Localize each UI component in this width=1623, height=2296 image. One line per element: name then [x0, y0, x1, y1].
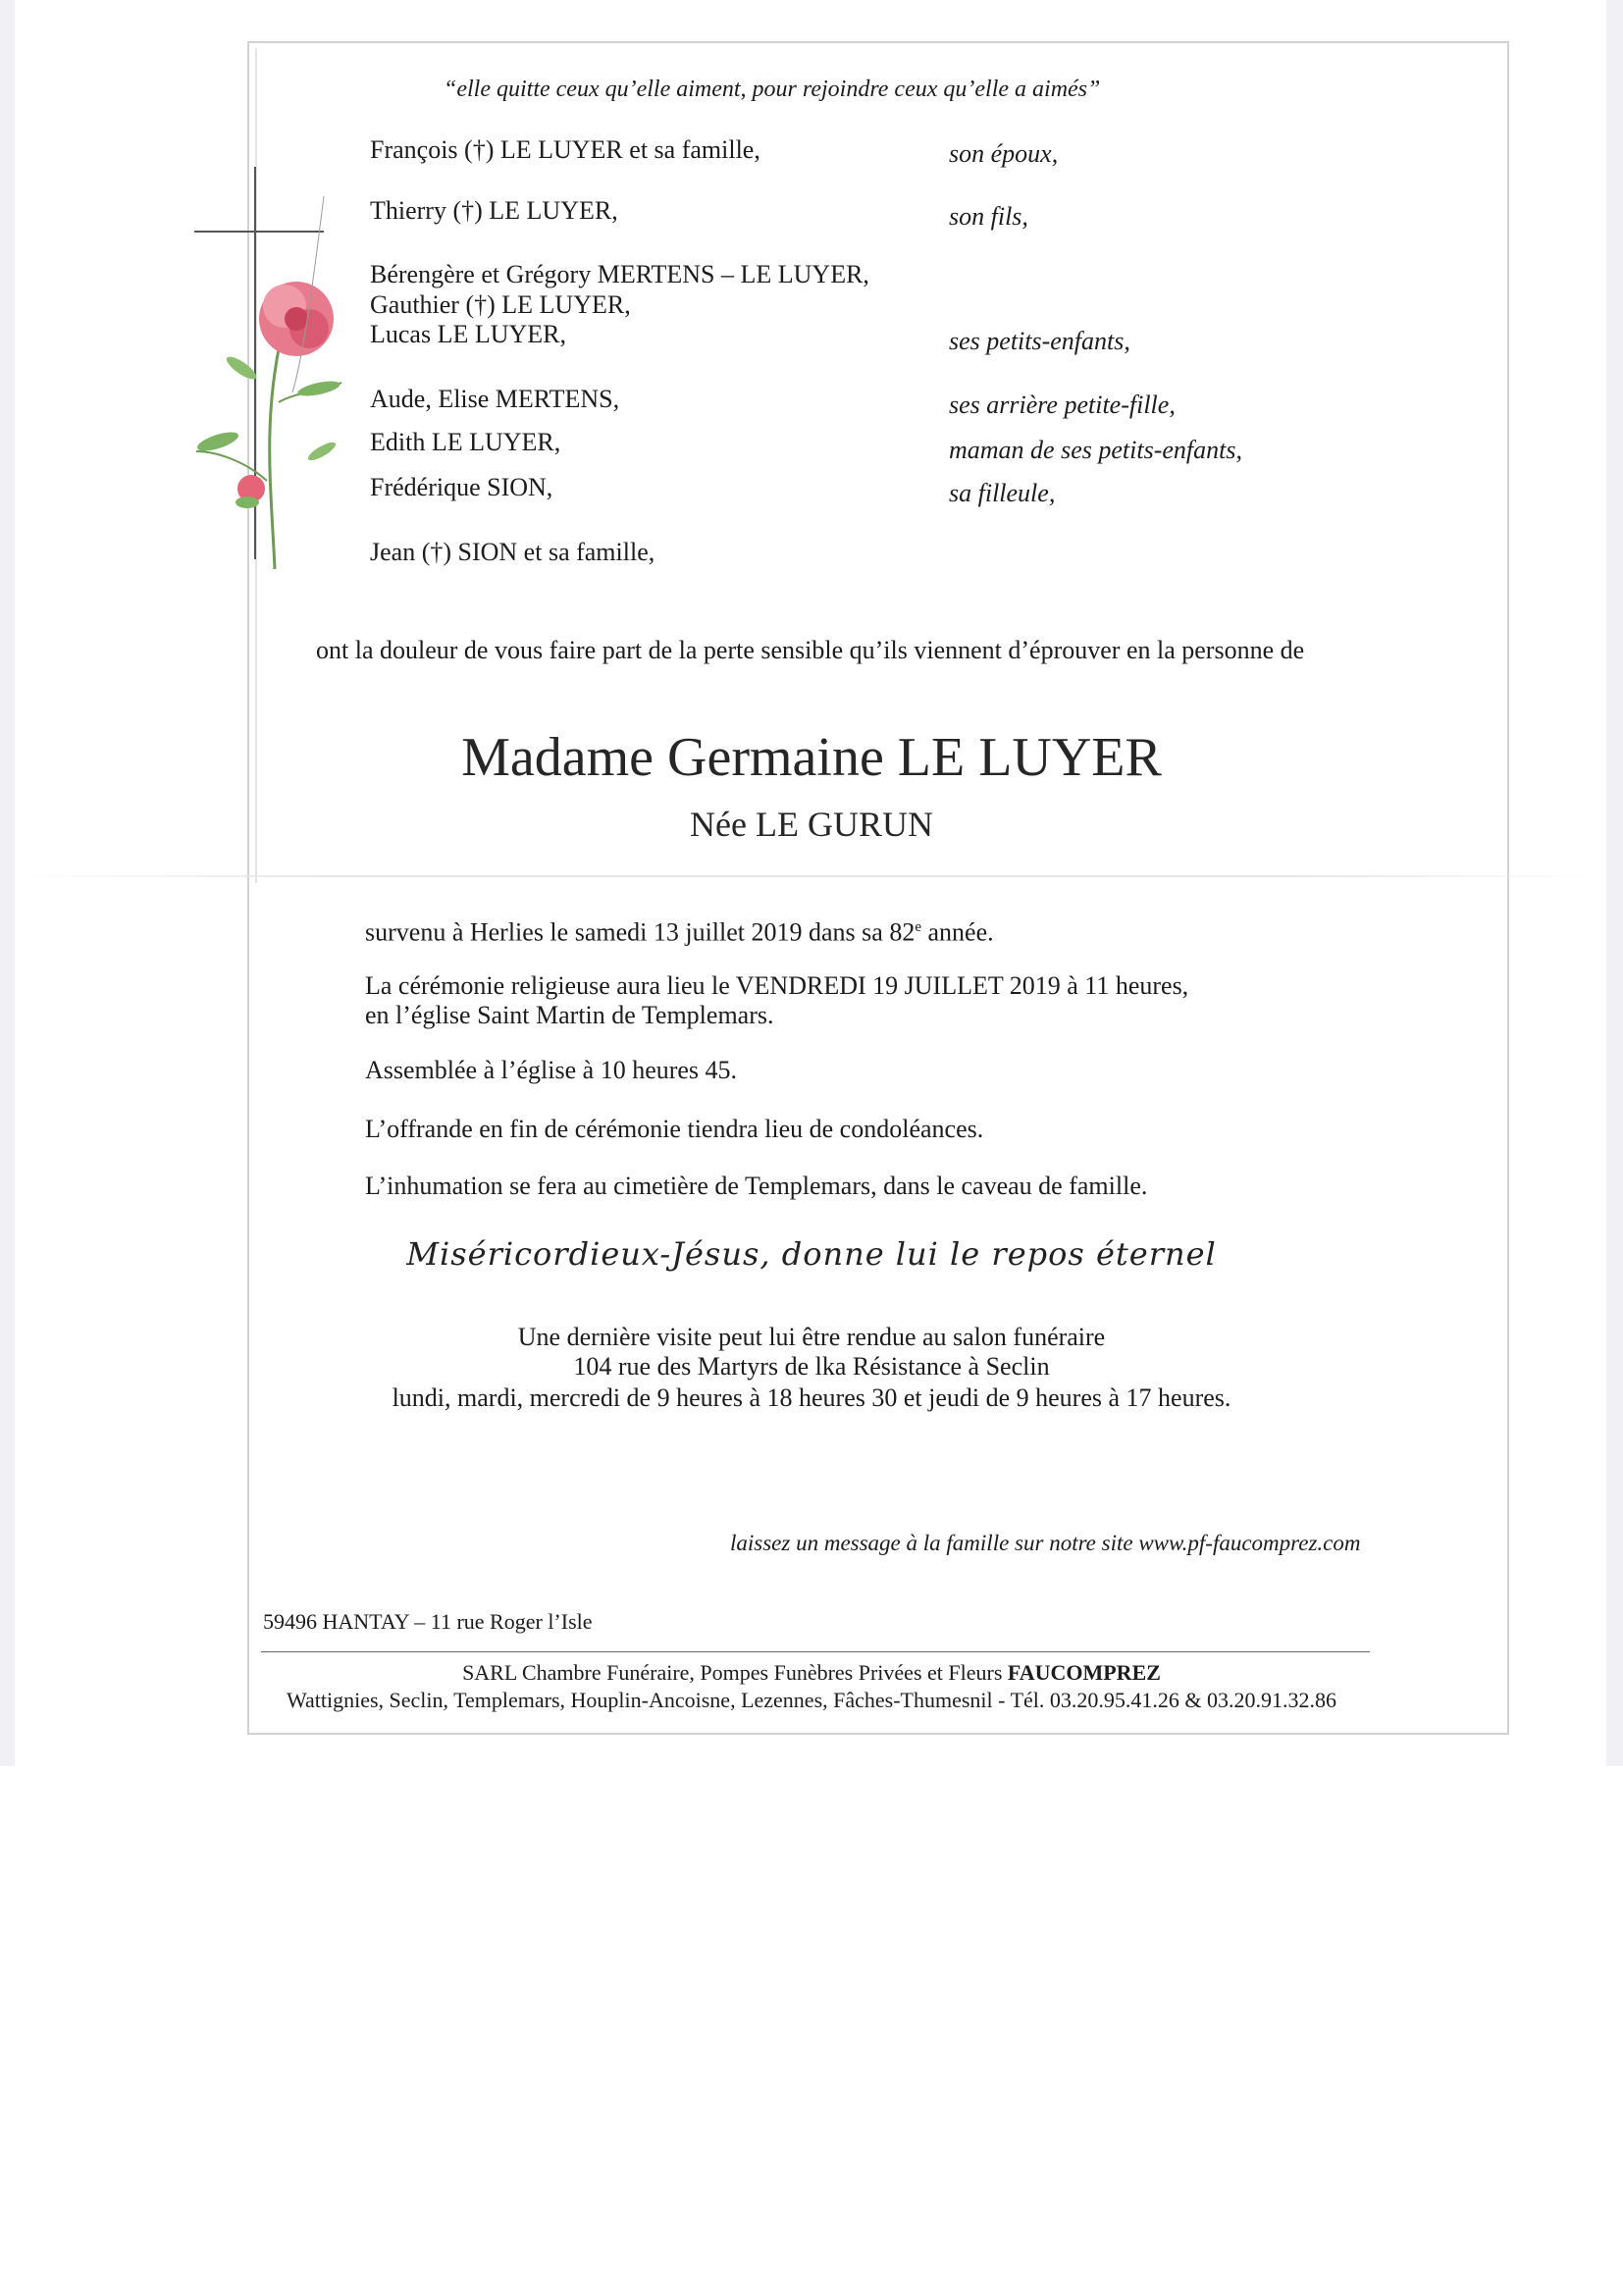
family-relation: son époux,	[949, 139, 1059, 168]
prayer-line: Miséricordieux-Jésus, donne lui le repos éternel	[406, 1235, 1217, 1273]
family-relation: ses arrière petite-fille,	[949, 391, 1176, 419]
company-line	[0, 1658, 1623, 1688]
company-locations: Wattignies, Seclin, Templemars, Houplin-Ancoisne, Lezennes, Fâches-Thumesnil - Tél. 03.20.95.41.26 & 03.20.91.32.86	[286, 1688, 1337, 1712]
family-member: Frédérique SION,	[370, 473, 553, 501]
death-notice	[365, 913, 994, 948]
company-description: SARL Chambre Funéraire, Pompes Funèbres Privées et Fleurs	[462, 1660, 1008, 1685]
family-member: Thierry (†) LE LUYER,	[370, 196, 618, 225]
opening-quote: “elle quitte ceux qu’elle aiment, pour rejoindre ceux qu’elle a aimés”	[444, 77, 1101, 102]
visit-hours: lundi, mardi, mercredi de 9 heures à 18 heures 30 et jeudi de 9 heures à 17 heures.	[392, 1383, 1231, 1412]
family-relation: ses petits-enfants,	[949, 327, 1130, 355]
cross-flower-icon	[177, 157, 343, 569]
visit-line: Une dernière visite peut lui être rendue au salon funéraire	[517, 1323, 1106, 1351]
family-relation: sa filleule,	[949, 479, 1056, 507]
ceremony-line: La cérémonie religieuse aura lieu le VENDREDI 19 JUILLET 2019 à 11 heures,	[365, 971, 1189, 1000]
ordinal-suffix: e	[915, 919, 921, 935]
ceremony-place: en l’église Saint Martin de Templemars.	[365, 1001, 774, 1029]
footer-divider	[261, 1651, 1370, 1652]
announcement-intro: ont la douleur de vous faire part de la perte sensible qu’ils viennent d’éprouver en la personne de	[316, 636, 1305, 664]
offering-note: L’offrande en fin de cérémonie tiendra lieu de condoléances.	[365, 1115, 984, 1143]
family-member: Jean (†) SION et sa famille,	[370, 538, 655, 566]
family-member: Gauthier (†) LE LUYER,	[370, 290, 631, 319]
family-member: François (†) LE LUYER et sa famille,	[370, 135, 760, 164]
family-relation: son fils,	[949, 202, 1028, 231]
family-member: Aude, Elise MERTENS,	[370, 385, 620, 413]
family-member: Lucas LE LUYER,	[370, 320, 567, 348]
burial-note: L’inhumation se fera au cimetière de Templemars, dans le caveau de famille.	[365, 1172, 1148, 1200]
family-member: Edith LE LUYER,	[370, 428, 561, 456]
assembly-time: Assemblée à l’église à 10 heures 45.	[365, 1056, 738, 1084]
birth-name: Née LE GURUN	[690, 805, 933, 844]
visit-address: 104 rue des Martyrs de lka Résistance à Seclin	[573, 1352, 1050, 1381]
death-notice-end: année.	[921, 917, 994, 947]
deceased-name: Madame Germaine LE LUYER	[461, 727, 1162, 788]
death-notice-text: survenu à Herlies le samedi 13 juillet 2019 dans sa 82	[365, 917, 916, 947]
funeral-home-address: 59496 HANTAY – 11 rue Roger l’Isle	[263, 1609, 593, 1634]
card-crease	[15, 875, 1606, 877]
website-note: laissez un message à la famille sur notre site www.pf-faucomprez.com	[730, 1531, 1361, 1555]
family-member: Bérengère et Grégory MERTENS – LE LUYER,	[370, 260, 869, 288]
family-relation: maman de ses petits-enfants,	[949, 436, 1242, 464]
company-name: FAUCOMPREZ	[1007, 1660, 1161, 1685]
